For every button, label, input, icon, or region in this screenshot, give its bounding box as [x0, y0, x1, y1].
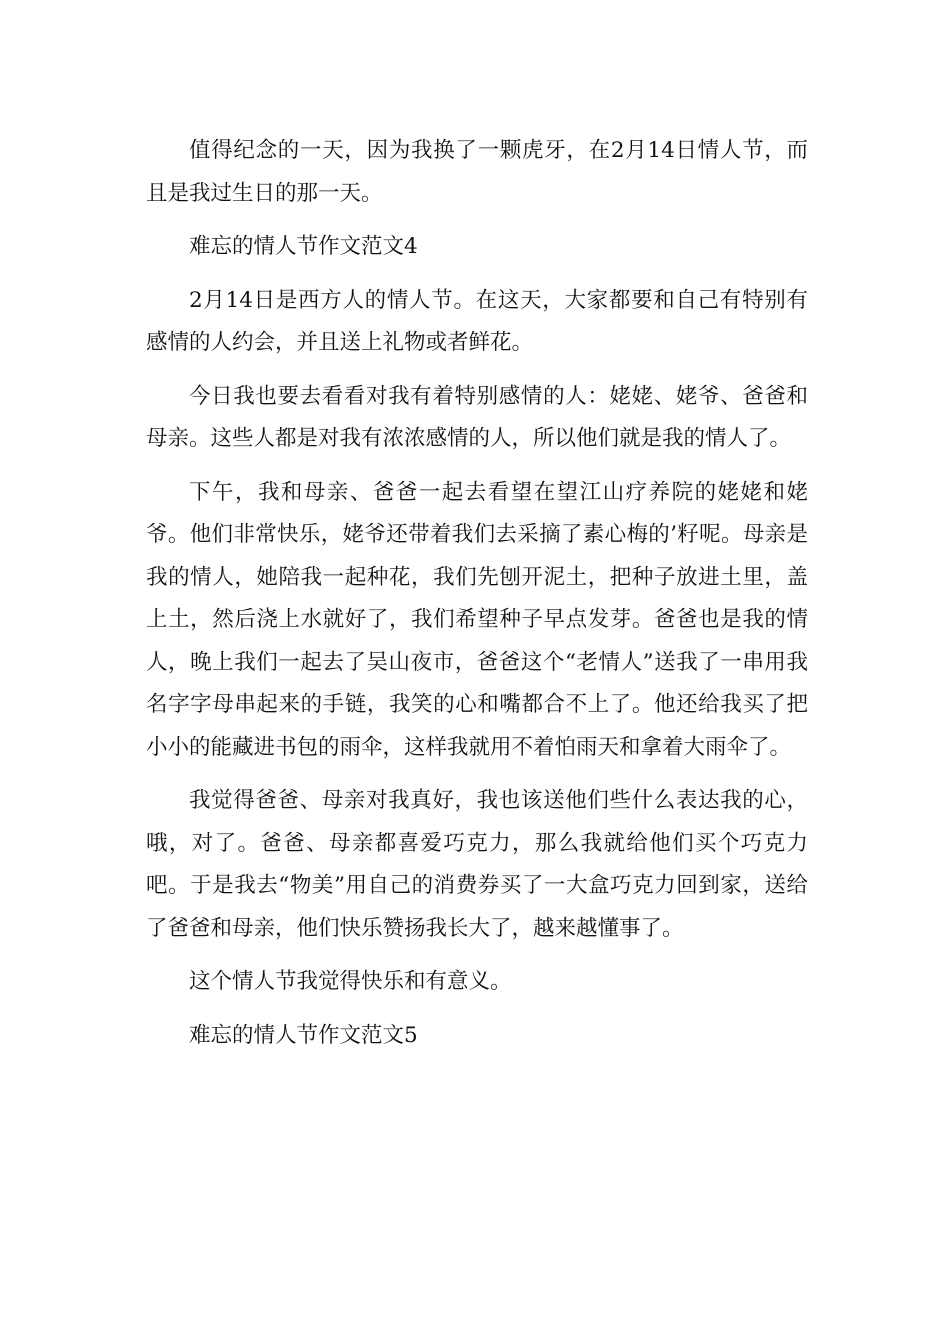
- paragraph-closing-1: 值得纪念的一天，因为我换了一颗虎牙，在2月14日情人节，而且是我过生日的那一天。: [146, 138, 808, 206]
- paragraph-5: 我觉得爸爸、母亲对我真好，我也该送他们些什么表达我的心，哦，对了。爸爸、母亲都喜爱巧克力，那么我就给他们买个巧克力吧。于是我去“物美”用自己的消费券买了一大盒巧克力回到家，送给了爸爸和母亲，他们快乐赞扬我长大了，越来越懂事了。: [146, 788, 808, 941]
- paragraph-4: 下午，我和母亲、爸爸一起去看望在望江山疗养院的姥姥和姥爷。他们非常快乐，姥爷还带着我们去采摘了素心梅的’籽呢。母亲是我的情人，她陪我一起种花，我们先刨开泥土，把种子放进土里，盖上土，然后浇上水就好了，我们希望种子早点发芽。爸爸也是我的情人，晚上我们一起去了吴山夜市，爸爸这个“老情人”送我了一串用我名字字母串起来的手链，我笑的心和嘴都合不上了。他还给我买了把小小的能藏进书包的雨伞，这样我就用不着怕雨天和拿着大雨伞了。: [146, 479, 808, 760]
- paragraph-3: 今日我也要去看看对我有着特别感情的人：姥姥、姥爷、爸爸和母亲。这些人都是对我有浓浓感情的人，所以他们就是我的情人了。: [146, 383, 808, 451]
- document-body: [146, 130, 808, 1068]
- paragraph-intro-2: 2月14日是西方人的情人节。在这天，大家都要和自己有特别有感情的人约会，并且送上礼物或者鲜花。: [146, 287, 808, 355]
- paragraph-6: 这个情人节我觉得快乐和有意义。: [189, 969, 512, 994]
- section-heading-4: 难忘的情人节作文范文4: [189, 234, 418, 259]
- section-heading-5: 难忘的情人节作文范文5: [189, 1022, 418, 1048]
